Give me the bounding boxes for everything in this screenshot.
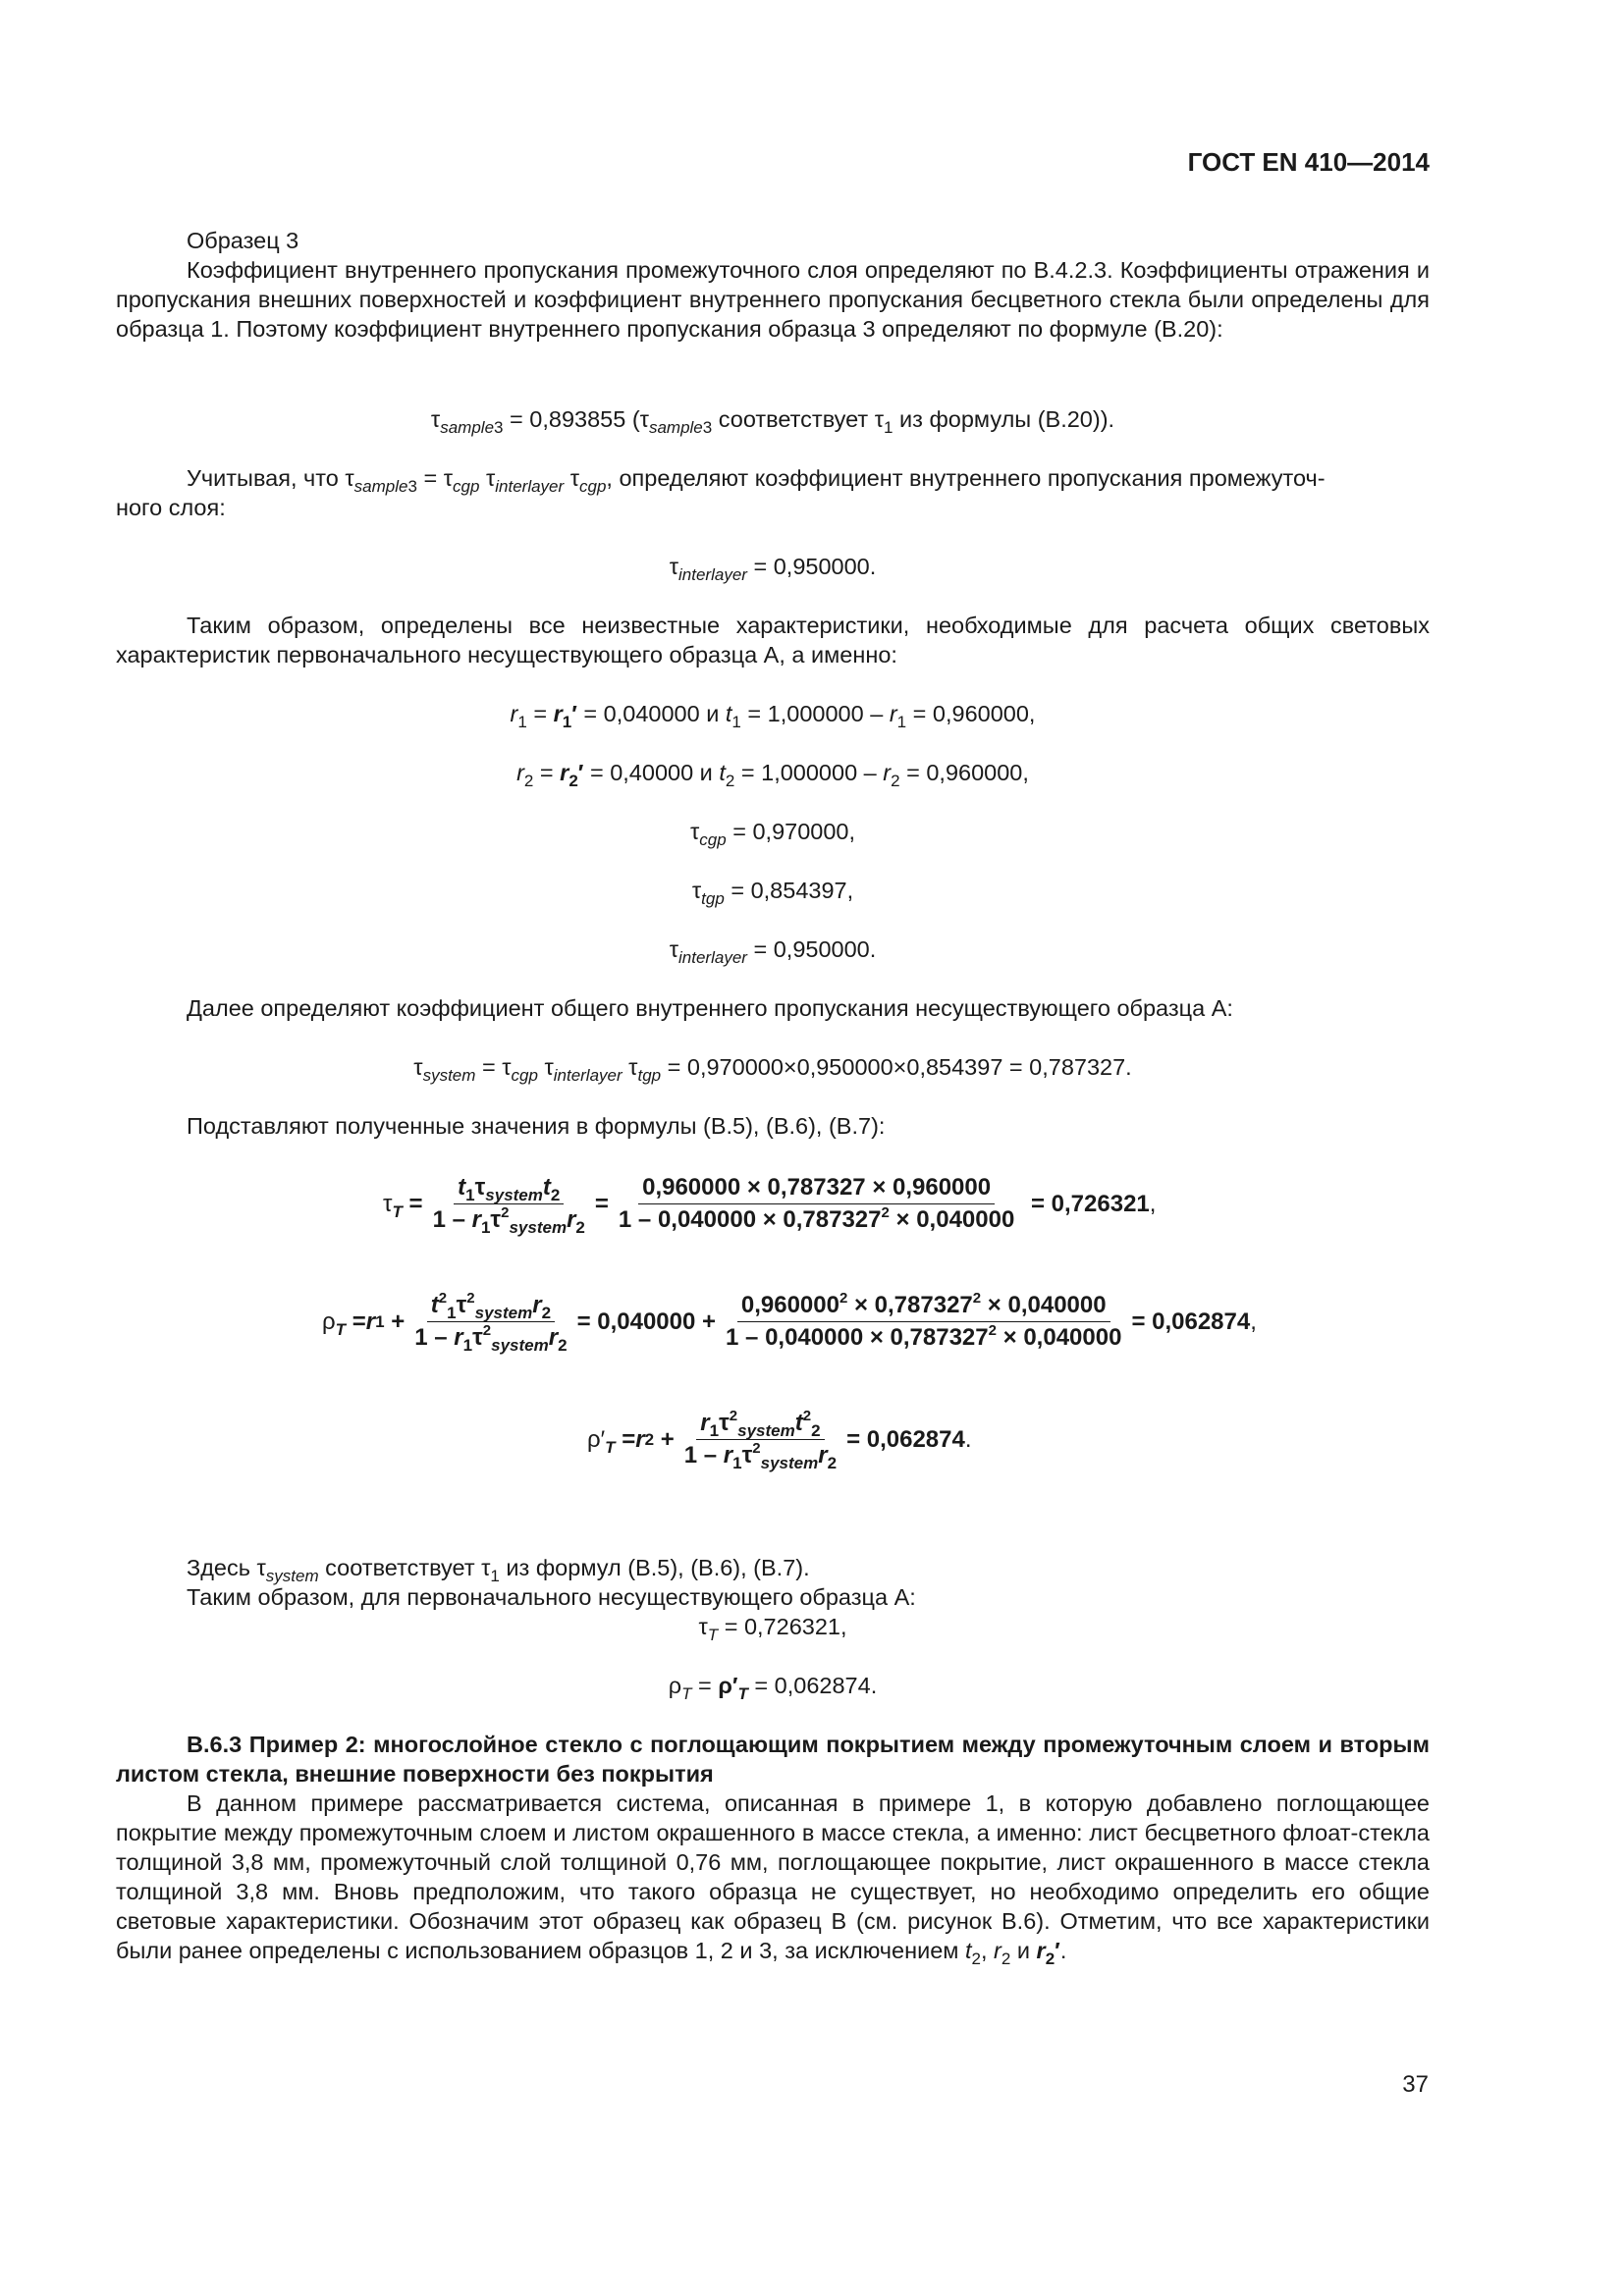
eq-tau-tgp: $\tau_{tgp} = 0,854397$, xyxy=(691,878,854,908)
document-header: ГОСТ EN 410—2014 xyxy=(1187,147,1430,177)
page-number: 37 xyxy=(1402,2071,1429,2098)
section-b63-paragraph: В данном примере рассматривается система, описанная в примере 1, в которую добавлено поглощающее покрытие между промежуточным слоем и листом окрашенного в массе стекла, а именно: лист бесцветного флоат-стекла толщиной 3,8 мм, промежуточный слой толщиной 0,76 мм, поглощающее покрытие, лист окрашенного в массе стекла толщиной 3,8 мм. Вновь предположим, что такого образца не существует, но необходимо определить его общие световые характеристики. Обозначим этот образец как образец В (см. рисунок B.6). Отметим, что все характеристики были ранее определены с использованием образцов 1, 2 и 3, за исключением $t_2$, $r_2$ и $r_2'$. xyxy=(116,1790,1430,1968)
eq-tau-cgp: $\tau_{cgp} = 0,970000$, xyxy=(689,819,856,849)
considering-line1: Учитывая, что $\tau_{sample3} = \tau_{cgp}$ $\tau_{interlayer}$ $\tau_{cgp}$, определяют коэффициент внутреннего пропускания промежуточ- xyxy=(187,465,1326,496)
eq-r2-t2: $r_2 = r_2' = 0,40000$ и $t_2 = 1,000000 - r_2 = 0,960000$, xyxy=(516,760,1029,790)
here-line1: Здесь $\tau_{system}$ соответствует $\tau_1$ из формул (B.5), (B.6), (B.7). xyxy=(187,1555,810,1585)
formula-tau-t: $\tau_T$ = $\frac{t_1\tau_{system}t_2}{1 - r_1\tau^2_{system}r_2}$ = $\frac{0,960000 \times 0,787327 \times 0,960000}{1 - 0,040000 \times 0,787327^2 \times 0,040000}$ = 0,726321 , xyxy=(383,1174,1157,1237)
eq-tau-interlayer-2: $\tau_{interlayer} = 0,950000$. xyxy=(669,936,877,967)
eq-r1-t1: $r_1 = r_1' = 0,040000$ и $t_1 = 1,000000 - r_1 = 0,960000$, xyxy=(510,701,1036,731)
formula-rho-t: $\rho_T$ = r 1 + $\frac{t^2_1\tau^2_{system}r_2}{1 - r_1\tau^2_{system}r_2}$ = 0,040000 + $\frac{0,960000^2 \times 0,787327^2 \times 0,040000}{1 - 0,040000 \times 0,787327^2 \times 0,040000}$ = 0,062874 , xyxy=(322,1290,1257,1355)
eq-tau-system: $\tau_{system} = \tau_{cgp}$ $\tau_{interlayer}$ $\tau_{tgp} = 0,970000\times 0,950000\times 0,854397 = 0,787327$. xyxy=(413,1054,1132,1085)
considering-line2: ного слоя: xyxy=(116,495,226,520)
thus-paragraph: Таким образом, определены все неизвестные характеристики, необходимые для расчета общих световых характеристик первоначального несуществующего образца А, а именно: xyxy=(116,613,1430,667)
eq-rho-t-final: $\rho_T = \rho'_T = 0,062874$. xyxy=(668,1673,878,1703)
section-b63-heading: B.6.3 Пример 2: многослойное стекло с поглощающим покрытием между промежуточным слоем и вторым листом стекла, внешние поверхности без покрытия xyxy=(116,1732,1430,1787)
eq-tau-t-final: $\tau_T = 0,726321$, xyxy=(698,1614,847,1644)
eq-tau-sample3: $\tau_{sample3} = 0,893855$ ($\tau_{sample3}$ соответствует $\tau_1$ из формулы (B.20)). xyxy=(430,406,1115,437)
eq-tau-interlayer: $\tau_{interlayer} = 0,950000$. xyxy=(669,554,877,584)
substitute-paragraph: Подставляют полученные значения в формулы (B.5), (B.6), (B.7): xyxy=(187,1113,886,1139)
next-paragraph: Далее определяют коэффициент общего внутреннего пропускания несуществующего образца А: xyxy=(187,995,1233,1021)
sample3-paragraph: Коэффициент внутреннего пропускания промежуточного слоя определяют по B.4.2.3. Коэффициенты отражения и пропускания внешних поверхностей и коэффициент внутреннего пропускания бесцветного стекла были определены для образца 1. Поэтому коэффициент внутреннего пропускания образца 3 определяют по формуле (B.20): xyxy=(116,257,1430,342)
here-line2: Таким образом, для первоначального несуществующего образца А: xyxy=(187,1584,916,1610)
sample3-title: Образец 3 xyxy=(187,228,299,253)
formula-rho-t-prime: $\rho'_T$ = r 2 + $\frac{r_1\tau^2_{system}t^2_2}{1 - r_1\tau^2_{system}r_2}$ = 0,062874 . xyxy=(587,1408,972,1472)
